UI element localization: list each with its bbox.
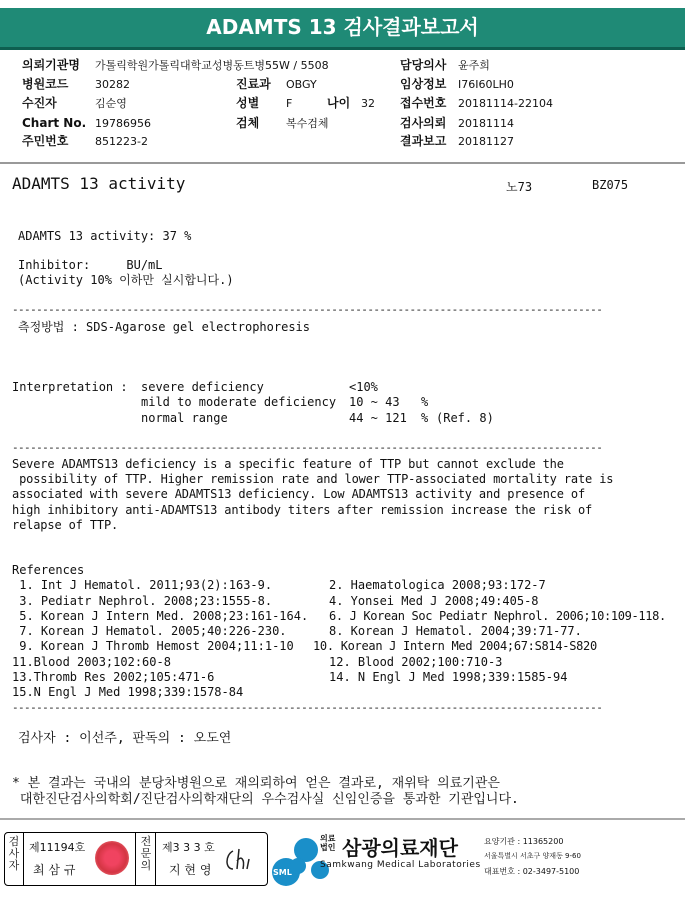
ref-item: 4. Yonsei Med J 2008;49:405-8 [329, 594, 539, 608]
divider-3: -------------------------------------------------------------------------------------------------- [12, 701, 603, 714]
chart-no-value: 19786956 [95, 117, 151, 130]
specialist-name: 지 현 영 [169, 863, 212, 877]
interp-row-label: normal range [141, 411, 228, 425]
test-name: ADAMTS 13 activity [12, 174, 186, 193]
note-line-1: * 본 결과는 국내의 분당차병원으로 재의뢰하여 얻은 결과로, 재위탁 의료기관은 [12, 776, 500, 791]
resident-no-value: 851223-2 [95, 135, 148, 148]
divider-2: -------------------------------------------------------------------------------------------------- [12, 441, 603, 454]
institution-label: 의뢰기관명 [22, 58, 80, 72]
paragraph-line: high inhibitory anti-ADAMTS13 antibody titers after remission increase the risk of [12, 503, 593, 517]
interp-row-unit: % [421, 395, 429, 409]
interp-row-unit: % [421, 411, 429, 425]
org-english: Samkwang Medical Laboratories [320, 860, 481, 870]
dept-label: 진료과 [236, 77, 271, 91]
interp-row-label: severe deficiency [141, 380, 264, 394]
examiner-line: 검사자 : 이선주, 판독의 : 오도연 [18, 731, 232, 746]
paragraph-line: relapse of TTP. [12, 518, 119, 532]
note-line-2: 대한진단검사의학회/진단검사의학재단의 우수검사실 신임인증을 통과한 기관입니다. [12, 792, 519, 807]
clinical-label: 임상정보 [400, 77, 447, 91]
specialist-license: 제3 3 3 호 [162, 841, 215, 854]
signature-box [4, 832, 268, 886]
age-value: 32 [361, 97, 375, 110]
clinical-value: I76I60LH0 [458, 78, 514, 91]
ref-item: 9. Korean J Thromb Hemost 2004;11:1-10 [12, 639, 294, 653]
collector-label: 수진자 [22, 96, 57, 110]
org-prefix: 의료법인 [320, 834, 336, 852]
ref-item: 10. Korean J Intern Med 2004;67:S814-S820 [313, 639, 597, 653]
divider-1: -------------------------------------------------------------------------------------------------- [12, 303, 603, 316]
inhibitor-result: Inhibitor: BU/mL [18, 258, 163, 272]
code-1: 노73 [506, 180, 533, 194]
interp-row-label: mild to moderate deficiency [141, 395, 337, 409]
ref-item: 15.N Engl J Med 1998;339:1578-84 [12, 685, 244, 699]
interp-row-value: 44 ~ 121 [349, 411, 407, 425]
interp-row-ref: (Ref. 8) [436, 411, 494, 425]
paragraph-line: Severe ADAMTS13 deficiency is a specific feature of TTP but cannot exclude the [12, 457, 564, 471]
org-phone: 요양기관 : 11365200 [484, 837, 564, 846]
sex-value: F [286, 97, 293, 110]
specimen-label: 검체 [236, 116, 260, 130]
report-date-value: 20181127 [458, 135, 514, 148]
dept-value: OBGY [286, 78, 317, 91]
references-title: References [12, 563, 85, 577]
ref-item: 5. Korean J Intern Med. 2008;23:161-164. [12, 609, 309, 623]
ref-item: 7. Korean J Hematol. 2005;40:226-230. [12, 624, 287, 638]
paragraph-line: associated with severe ADAMTS13 deficiency. Low ADAMTS13 activity and presence of [12, 487, 586, 501]
resident-no-label: 주민번호 [22, 134, 69, 148]
institution-value: 가톨릭학원가톨릭대학교성병동트병55W / 5508 [95, 59, 329, 72]
request-date-value: 20181114 [458, 117, 514, 130]
org-address: 서울특별시 서초구 양재동 9-60 [484, 852, 581, 860]
request-date-label: 검사의뢰 [400, 116, 447, 130]
doctor-label: 담당의사 [400, 58, 447, 72]
examiner-vertical-label: 검사자 [8, 835, 20, 872]
ref-item: 8. Korean J Hematol. 2004;39:71-77. [329, 624, 582, 638]
examiner-license: 제11194호 [29, 841, 86, 854]
accession-value: 20181114-22104 [458, 97, 553, 110]
ref-item: 3. Pediatr Nephrol. 2008;23:1555-8. [12, 594, 273, 608]
accession-label: 접수번호 [400, 96, 447, 110]
interp-label: Interpretation : [12, 380, 128, 394]
logo-mark: SML [273, 868, 292, 877]
report-title: ADAMTS 13 검사결과보고서 [0, 8, 685, 50]
paragraph-line: possibility of TTP. Higher remission rate and lower TTP-associated mortality rate is [12, 472, 614, 486]
activity-result: ADAMTS 13 activity: 37 % [18, 229, 192, 243]
hospital-code-value: 30282 [95, 78, 130, 91]
examiner-name: 최 삼 규 [33, 863, 76, 877]
chart-no-label: Chart No. [22, 116, 87, 130]
ref-item: 1. Int J Hematol. 2011;93(2):163-9. [12, 578, 273, 592]
org-name: 삼광의료재단 [342, 836, 458, 860]
footer [0, 826, 685, 898]
header-divider [0, 162, 685, 164]
interp-row-value: 10 ~ 43 [349, 395, 400, 409]
signature-icon [223, 845, 259, 875]
doctor-value: 윤주희 [458, 59, 490, 72]
sex-label: 성별 [236, 96, 260, 110]
ref-item: 12. Blood 2002;100:710-3 [329, 655, 503, 669]
specimen-value: 복수검체 [286, 117, 329, 130]
method: 측정방법 : SDS-Agarose gel electrophoresis [18, 320, 311, 334]
interp-row-value: <10% [349, 380, 378, 394]
org-tel: 대표번호 : 02-3497-5100 [484, 867, 580, 876]
code-2: BZ075 [592, 178, 629, 192]
age-label: 나이 [327, 96, 351, 110]
footer-divider [0, 818, 685, 820]
ref-item: 2. Haematologica 2008;93:172-7 [329, 578, 546, 592]
stamp-icon [95, 841, 129, 875]
specialist-vertical-label: 전문의 [140, 835, 152, 872]
inhibitor-note: (Activity 10% 이하만 실시합니다.) [18, 273, 234, 287]
ref-item: 13.Thromb Res 2002;105:471-6 [12, 670, 215, 684]
hospital-code-label: 병원코드 [22, 77, 69, 91]
ref-item: 11.Blood 2003;102:60-8 [12, 655, 171, 669]
report-date-label: 결과보고 [400, 134, 447, 148]
ref-item: 6. J Korean Soc Pediatr Nephrol. 2006;10:109-118. [329, 609, 666, 623]
ref-item: 14. N Engl J Med 1998;339:1585-94 [329, 670, 568, 684]
collector-value: 김순영 [95, 97, 127, 110]
